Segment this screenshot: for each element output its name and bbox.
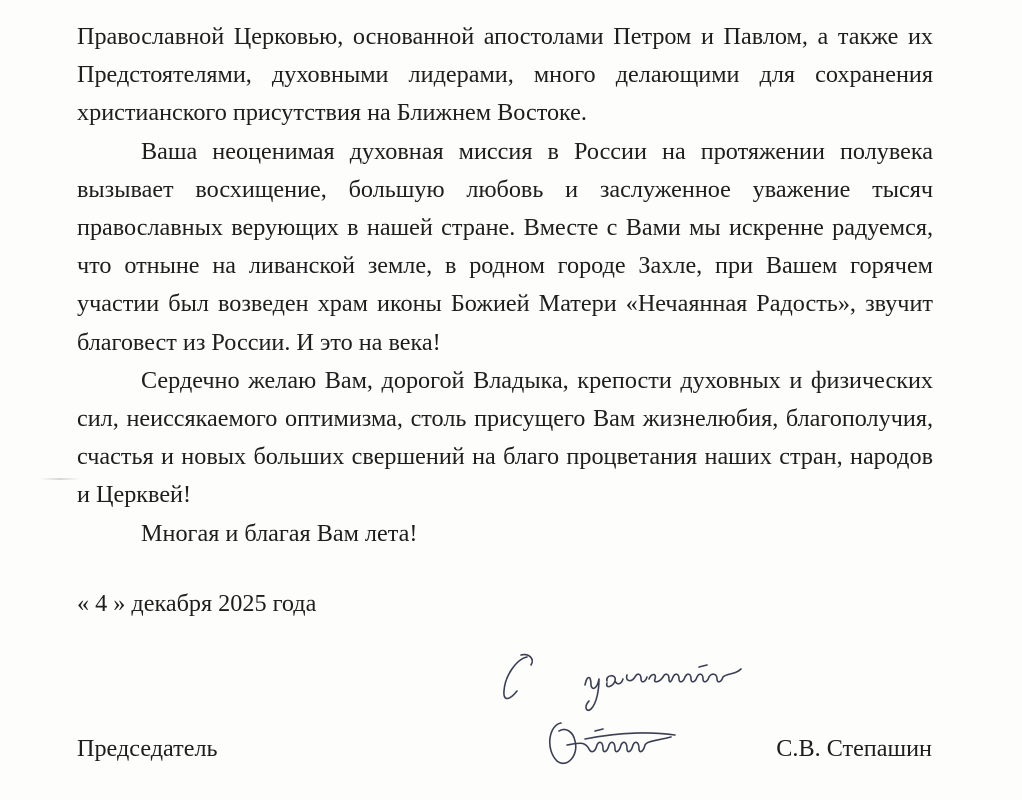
paragraph-2: Ваша неоценимая духовная миссия в России на протяжении полувека вызывает восхищение, большую любовь и заслуженное уважение тысяч православных верующих в нашей стране. Вместе с Вами мы искренне радуемся, что отныне на ливанской земле, в родном городе Захле, при Вашем горячем участии был возведен храм иконы Божией Матери «Нечаянная Радость», звучит благовест из России. И это на века! — [77, 137, 933, 356]
letter-body — [77, 18, 933, 553]
signer-name: С.В. Степашин — [776, 735, 932, 762]
paragraph-1: Православной Церковью, основанной апостолами Петром и Павлом, а также их Предстоятелями, духовными лидерами, много делающими для сохранения христианского присутствия на Ближнем Востоке. — [77, 23, 933, 127]
letter-date: « 4 » декабря 2025 года — [77, 590, 317, 617]
handwritten-signature — [495, 645, 765, 780]
scan-artifact — [40, 478, 80, 480]
paragraph-3: Сердечно желаю Вам, дорогой Владыка, крепости духовных и физических сил, неиссякаемого оптимизма, столь присущего Вам жизнелюбия, благополучия, счастья и новых больших свершений на благо процветания наших стран, народов и Церквей! — [77, 366, 933, 509]
signer-title: Председатель — [77, 735, 218, 762]
closing-wish: Многая и благая Вам лета! — [141, 519, 418, 547]
